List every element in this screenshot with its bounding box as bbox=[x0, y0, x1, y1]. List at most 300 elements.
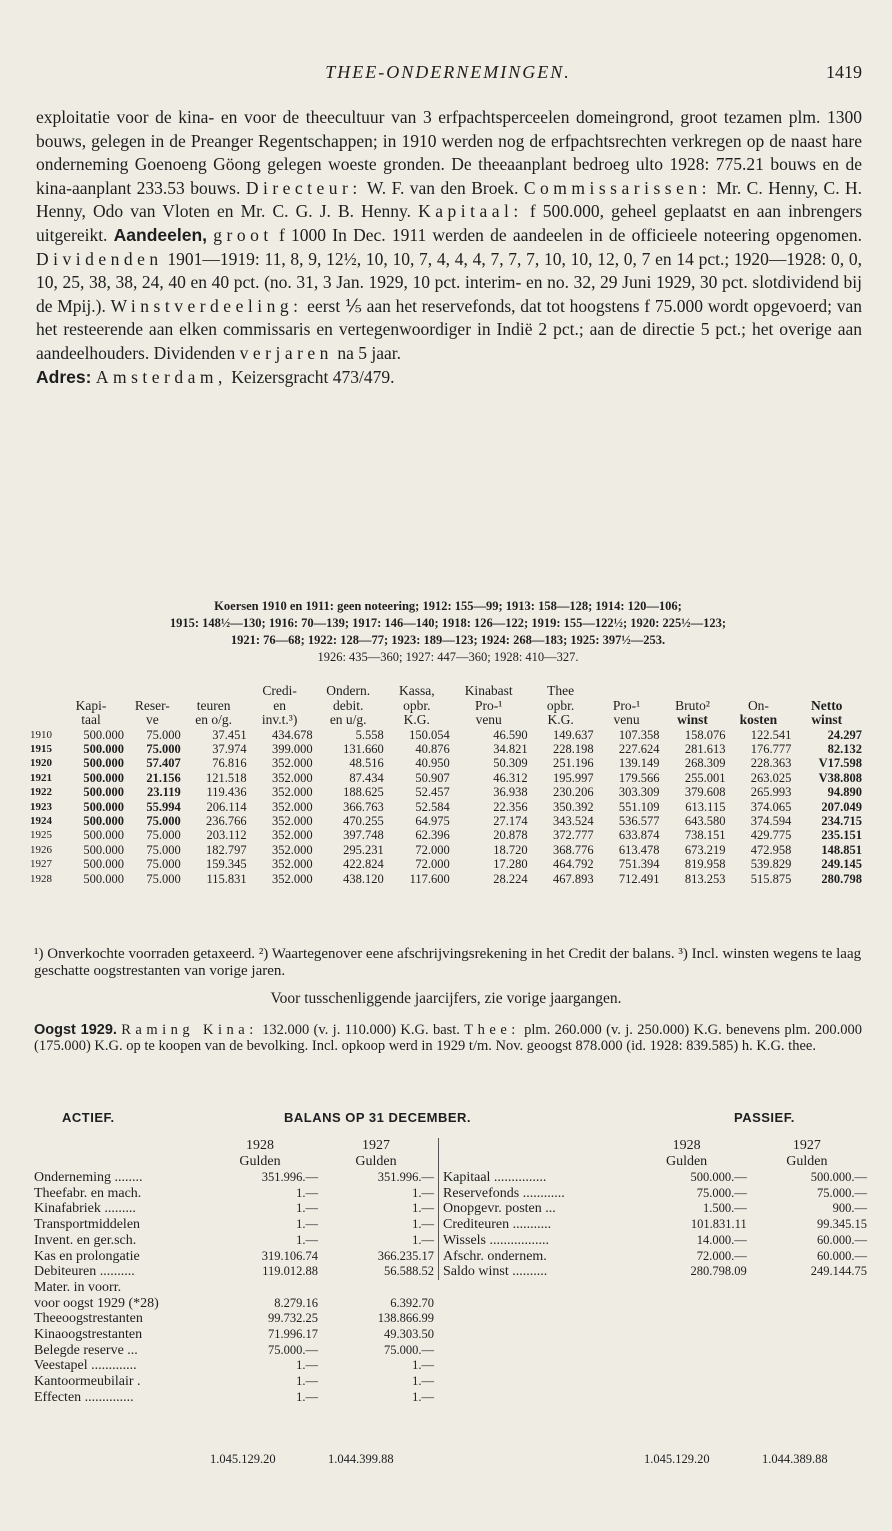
stats-header-cell: winst bbox=[677, 712, 708, 727]
verjaren-label: verjaren bbox=[239, 342, 333, 363]
value-cell: 94.890 bbox=[827, 785, 862, 800]
kapitaal-label: Kapitaal: bbox=[418, 201, 523, 222]
balance-item-value: 56.588.52 bbox=[384, 1264, 434, 1279]
balance-item-value: 280.798.09 bbox=[690, 1264, 747, 1279]
stats-header-cell: venu bbox=[613, 712, 640, 727]
balance-item-value: 1.— bbox=[412, 1185, 434, 1200]
adres-label: Adres: bbox=[36, 366, 92, 387]
stats-header-cell: Credi- bbox=[262, 683, 297, 698]
value-cell: 613.478 bbox=[618, 842, 660, 857]
year-1927: 1927 bbox=[362, 1138, 390, 1153]
balance-item-value: 319.106.74 bbox=[261, 1248, 318, 1263]
value-cell: 281.613 bbox=[684, 741, 726, 756]
balance-item-value: 14.000.— bbox=[696, 1232, 747, 1247]
balance-item-value: 75.000.— bbox=[817, 1185, 867, 1200]
table-row bbox=[30, 756, 862, 770]
koersen-block bbox=[32, 598, 864, 666]
year-1928: 1928 bbox=[246, 1138, 274, 1153]
value-cell: 372.777 bbox=[552, 828, 594, 843]
adres-city: Amsterdam, bbox=[95, 366, 227, 387]
value-cell: 352.000 bbox=[271, 756, 313, 771]
balance-item-value: 1.— bbox=[412, 1201, 434, 1216]
value-cell: 5.558 bbox=[355, 727, 384, 742]
value-cell: 500.000 bbox=[83, 813, 124, 828]
value-cell: 500.000 bbox=[83, 785, 124, 800]
stats-header-cell: venu bbox=[475, 712, 502, 727]
value-cell: 379.608 bbox=[684, 785, 726, 800]
year-cell: 1928 bbox=[30, 872, 52, 885]
value-cell: 352.000 bbox=[271, 871, 313, 886]
table-row bbox=[30, 872, 862, 886]
balance-item-label: Onopgevr. posten ... bbox=[443, 1201, 556, 1217]
footnote-2: ²) Waartegenover eene afschrijvingsrekening in het Credit der balans. bbox=[258, 946, 675, 962]
value-cell: 64.975 bbox=[415, 813, 450, 828]
balance-item-value: 249.144.75 bbox=[810, 1264, 867, 1279]
koersen-line: 1915: 148½—130; 1916: 70—139; 1917: 146—140; 1918: 126—122; 1919: 155—122½; 1920: 225½—123; bbox=[169, 616, 727, 630]
balance-item-value: 1.— bbox=[412, 1389, 434, 1404]
balance-item-value: 1.— bbox=[412, 1232, 434, 1247]
value-cell: 515.875 bbox=[750, 871, 792, 886]
value-cell: 72.000 bbox=[415, 842, 450, 857]
balance-item-value: 900.— bbox=[832, 1201, 867, 1216]
dividenden-text: 1901—1919: 11, 8, 9, 12½, 10, 10, 7, 4, 4, 4, 7, 7, 7, 10, 10, 12, 0, 7 en 14 pct.; 1920—1928: 0, 0, 10, 25, 38, 38, 24, 40 en 40 pct. (no. 31, 3 Jan. 1929, 10 pct. interim- en no. 32, 29 Juni 1929, 30 pct. slotdividend bij de Mpij.). bbox=[36, 248, 862, 316]
table-row bbox=[30, 742, 862, 756]
balance-item-label: Crediteuren ........... bbox=[443, 1217, 552, 1233]
value-cell: 350.392 bbox=[552, 799, 594, 814]
value-cell: 536.577 bbox=[618, 813, 660, 828]
value-cell: 75.000 bbox=[146, 741, 181, 756]
value-cell: 75.000 bbox=[146, 857, 181, 872]
value-cell: 119.436 bbox=[206, 785, 247, 800]
balance-item-value: 1.— bbox=[412, 1374, 434, 1389]
value-cell: 52.584 bbox=[415, 799, 450, 814]
oogst-label: Oogst 1929. bbox=[34, 1022, 117, 1038]
table-row bbox=[30, 771, 862, 785]
table-row bbox=[34, 1249, 434, 1265]
table-row bbox=[34, 1280, 434, 1296]
year-cell: 1925 bbox=[30, 829, 52, 842]
value-cell: 429.775 bbox=[750, 828, 792, 843]
stats-header-cell: en o/g. bbox=[195, 712, 233, 727]
balance-item-label: Saldo winst .......... bbox=[443, 1264, 548, 1280]
value-cell: 176.777 bbox=[750, 741, 792, 756]
stats-header-cell: ve bbox=[145, 712, 159, 727]
value-cell: 712.491 bbox=[618, 871, 660, 886]
stats-header-cell bbox=[181, 684, 247, 699]
value-cell: 539.829 bbox=[750, 857, 792, 872]
stats-header-cell bbox=[58, 684, 124, 699]
balance-item-value: 60.000.— bbox=[817, 1248, 867, 1263]
balance-item-value bbox=[318, 1280, 434, 1296]
balance-item-value: 1.— bbox=[296, 1232, 318, 1247]
value-cell: 55.994 bbox=[146, 799, 181, 814]
table-row bbox=[34, 1358, 434, 1374]
harvest-paragraph bbox=[34, 1022, 862, 1055]
table-row bbox=[443, 1217, 867, 1233]
value-cell: 374.594 bbox=[750, 813, 792, 828]
koersen-line: 1921: 76—68; 1922: 128—77; 1923: 189—123; 1924: 268—183; 1925: 397½—253. bbox=[230, 633, 666, 647]
value-cell: 613.115 bbox=[685, 799, 726, 814]
value-cell: 673.219 bbox=[684, 842, 726, 857]
balance-item-label: voor oogst 1929 (*28) bbox=[34, 1295, 159, 1311]
table-row bbox=[443, 1233, 867, 1249]
raming-text: 132.000 (v. j. 110.000) K.G. bast. bbox=[262, 1022, 460, 1038]
balance-item-value: 101.831.11 bbox=[690, 1217, 747, 1232]
table-row bbox=[34, 1201, 434, 1217]
value-cell: 438.120 bbox=[343, 871, 384, 886]
balance-item-label: Kantoormeubilair . bbox=[34, 1374, 141, 1390]
stats-header-cell: Netto bbox=[810, 697, 843, 713]
value-cell: 228.198 bbox=[552, 741, 594, 756]
year-cell: 1922 bbox=[30, 786, 52, 799]
balance-item-value: 351.996.— bbox=[261, 1170, 318, 1184]
value-cell: 263.025 bbox=[750, 770, 792, 785]
year-cell: 1923 bbox=[30, 800, 52, 813]
value-cell: 22.356 bbox=[493, 799, 528, 814]
value-cell: 115.831 bbox=[206, 871, 247, 886]
passief-side bbox=[438, 1138, 867, 1280]
balance-item-value: 75.000.— bbox=[268, 1342, 318, 1357]
balance-item-label: Theefabr. en mach. bbox=[34, 1185, 142, 1201]
value-cell: 366.763 bbox=[343, 799, 384, 814]
value-cell: 188.625 bbox=[343, 785, 384, 800]
footnote-3: ³) Incl. winsten wegens te laag geschatte oogstrestanten van vorige jaren. bbox=[34, 946, 862, 979]
value-cell: 434.678 bbox=[271, 727, 313, 742]
stats-header-cell bbox=[594, 684, 660, 699]
value-cell: 121.518 bbox=[206, 770, 247, 785]
value-cell: 500.000 bbox=[83, 770, 124, 785]
table-row bbox=[30, 814, 862, 828]
value-cell: 40.950 bbox=[415, 756, 450, 771]
value-cell: 62.396 bbox=[415, 828, 450, 843]
year-cell: 1915 bbox=[30, 742, 52, 755]
table-row bbox=[30, 800, 862, 814]
value-cell: 75.000 bbox=[146, 828, 181, 843]
value-cell: 50.907 bbox=[415, 770, 450, 785]
year-cell: 1910 bbox=[30, 728, 52, 741]
balance-item-value: 138.866.99 bbox=[377, 1311, 434, 1326]
value-cell: V17.598 bbox=[818, 756, 862, 771]
value-cell: 227.624 bbox=[618, 741, 660, 756]
value-cell: 500.000 bbox=[83, 756, 124, 771]
table-row bbox=[30, 843, 862, 857]
value-cell: 352.000 bbox=[271, 813, 313, 828]
value-cell: 48.516 bbox=[349, 756, 384, 771]
value-cell: 643.580 bbox=[684, 813, 726, 828]
balance-item-value: 1.— bbox=[296, 1389, 318, 1404]
value-cell: 182.797 bbox=[206, 842, 247, 857]
value-cell: 122.541 bbox=[750, 727, 792, 742]
company-description bbox=[36, 106, 862, 389]
balance-item-value: 8.279.16 bbox=[274, 1295, 318, 1310]
value-cell: 352.000 bbox=[271, 842, 313, 857]
value-cell: 399.000 bbox=[271, 741, 313, 756]
winstverdeeling-label: Winstverdeeling: bbox=[110, 295, 303, 316]
value-cell: 179.566 bbox=[618, 770, 660, 785]
value-cell: 352.000 bbox=[271, 785, 313, 800]
value-cell: 265.993 bbox=[750, 785, 792, 800]
stats-header-cell: K.G. bbox=[403, 712, 430, 727]
table-row bbox=[34, 1390, 434, 1406]
balance-sheet bbox=[34, 1110, 867, 1482]
balance-item-value: 99.345.15 bbox=[817, 1217, 867, 1232]
year-cell: 1924 bbox=[30, 814, 52, 827]
balance-item-value: 119.012.88 bbox=[262, 1264, 318, 1279]
value-cell: 87.434 bbox=[349, 770, 384, 785]
table-row bbox=[34, 1343, 434, 1359]
value-cell: 72.000 bbox=[415, 857, 450, 872]
value-cell: 819.958 bbox=[684, 857, 726, 872]
value-cell: 158.076 bbox=[684, 727, 726, 742]
balance-item-value: 1.— bbox=[296, 1358, 318, 1373]
stats-header-cell: inv.t.³) bbox=[261, 712, 298, 727]
balance-item-label: Wissels ................. bbox=[443, 1232, 549, 1248]
stats-header-cell: teuren bbox=[196, 697, 231, 713]
address-line bbox=[36, 366, 862, 390]
see-previous-note: Voor tusschenliggende jaarcijfers, zie vorige jaargangen. bbox=[270, 990, 622, 1007]
stats-header-cell bbox=[30, 684, 58, 699]
value-cell: 751.394 bbox=[618, 857, 660, 872]
value-cell: 23.119 bbox=[147, 785, 181, 800]
value-cell: 207.049 bbox=[821, 799, 862, 814]
adres-street: Keizersgracht 473/479. bbox=[231, 366, 395, 387]
balance-item-value: 1.— bbox=[412, 1217, 434, 1232]
thee-label: Thee: bbox=[464, 1022, 520, 1038]
value-cell: 813.253 bbox=[684, 871, 726, 886]
value-cell: 206.114 bbox=[206, 799, 247, 814]
value-cell: 464.792 bbox=[552, 857, 594, 872]
aandeelen-text: f 1000 In Dec. 1911 werden de aandeelen in de officieele noteering opgenomen. bbox=[278, 224, 862, 245]
value-cell: 255.001 bbox=[684, 770, 726, 785]
value-cell: 148.851 bbox=[821, 842, 862, 857]
balance-item-label: Mater. in voorr. bbox=[34, 1279, 122, 1295]
value-cell: 195.997 bbox=[552, 770, 594, 785]
exploitation-text: exploitatie voor de kina- en voor de theecultuur van 3 erfpachtsperceelen domeingrond, groot tezamen plm. 1300 bouws, gelegen in de Preanger Regentschappen; in 1910 werden nog de erfpachtsrechten verkregen op de naast hare onderneming Goenoeng Göong gelegen woeste gronden. De theeaanplant bedroeg ulto 1928: 775.21 bouws en de kina-aanplant 233.53 bouws. bbox=[36, 107, 862, 198]
value-cell: 236.766 bbox=[206, 813, 247, 828]
value-cell: 46.312 bbox=[493, 770, 528, 785]
footnotes bbox=[34, 946, 862, 979]
value-cell: 228.363 bbox=[750, 756, 792, 771]
balance-item-value: 6.392.70 bbox=[390, 1295, 434, 1310]
table-row bbox=[443, 1186, 867, 1202]
balance-item-value: 1.— bbox=[296, 1201, 318, 1216]
stats-header-cell bbox=[791, 684, 862, 699]
value-cell: 551.109 bbox=[618, 799, 660, 814]
stats-header-cell: Reser- bbox=[134, 697, 170, 713]
value-cell: 36.938 bbox=[493, 785, 528, 800]
value-cell: 18.720 bbox=[493, 842, 528, 857]
balance-item-label: Transportmiddelen bbox=[34, 1217, 141, 1233]
value-cell: 50.309 bbox=[493, 756, 528, 771]
stats-header-cell: en u/g. bbox=[329, 712, 367, 727]
table-row bbox=[34, 1170, 434, 1186]
stats-header-cell bbox=[30, 699, 58, 714]
value-cell: 268.309 bbox=[684, 756, 726, 771]
value-cell: 352.000 bbox=[271, 799, 313, 814]
value-cell: 149.637 bbox=[552, 727, 594, 742]
value-cell: 57.407 bbox=[146, 756, 181, 771]
value-cell: 500.000 bbox=[83, 828, 124, 843]
table-row bbox=[443, 1264, 867, 1280]
winstverdeeling-text: eerst ⅕ aan het reservefonds, dat tot hoogstens f 75.000 wordt opgevoerd; van het resteerende aan elken commissaris en vertegenwoordiger in Indië 2 pct.; aan de directie 5 pct.; het overige aan aandeelhouders. Dividenden bbox=[36, 295, 863, 363]
directeur-text: W. F. van den Broek. bbox=[366, 177, 519, 198]
value-cell: 150.054 bbox=[409, 727, 450, 742]
value-cell: 40.876 bbox=[415, 741, 450, 756]
value-cell: 303.309 bbox=[618, 785, 660, 800]
table-row bbox=[34, 1186, 434, 1202]
stats-header-cell: Kinabast bbox=[464, 683, 513, 698]
value-cell: 37.974 bbox=[212, 741, 247, 756]
value-cell: 46.590 bbox=[493, 727, 528, 742]
value-cell: 249.145 bbox=[821, 857, 862, 872]
value-cell: 500.000 bbox=[83, 857, 124, 872]
balance-item-value: 366.235.17 bbox=[377, 1248, 434, 1263]
value-cell: V38.808 bbox=[818, 770, 862, 785]
stats-header-cell: en bbox=[273, 697, 286, 713]
value-cell: 472.958 bbox=[750, 842, 792, 857]
page-header bbox=[34, 62, 862, 88]
value-cell: 352.000 bbox=[271, 770, 313, 785]
value-cell: 52.457 bbox=[415, 785, 450, 800]
stats-header-cell: Kapi- bbox=[75, 697, 107, 713]
table-row bbox=[30, 728, 862, 742]
year-cell: 1927 bbox=[30, 858, 52, 871]
value-cell: 139.149 bbox=[618, 756, 660, 771]
balance-item-label: Kinafabriek ......... bbox=[34, 1201, 136, 1217]
aandeelen-label: Aandeelen, bbox=[113, 224, 208, 245]
value-cell: 21.156 bbox=[146, 770, 181, 785]
actief-side bbox=[34, 1138, 434, 1406]
currency-label: Gulden bbox=[239, 1154, 281, 1169]
stats-header-cell: Bruto² bbox=[675, 697, 710, 713]
table-row bbox=[34, 1296, 434, 1312]
balance-item-label: Belegde reserve ... bbox=[34, 1342, 138, 1358]
directeur-label: Directeur: bbox=[245, 177, 362, 198]
balance-item-value: 49.303.50 bbox=[384, 1327, 434, 1342]
balance-item-label: Onderneming ........ bbox=[34, 1170, 143, 1185]
total-passief-1927: 1.044.389.88 bbox=[762, 1452, 828, 1466]
balance-item-value: 500.000.— bbox=[810, 1170, 867, 1184]
table-row bbox=[34, 1217, 434, 1233]
value-cell: 352.000 bbox=[271, 828, 313, 843]
currency-label: Gulden bbox=[786, 1154, 828, 1169]
value-cell: 203.112 bbox=[206, 828, 247, 843]
value-cell: 368.776 bbox=[552, 842, 594, 857]
thee-text: plm. 260.000 (v. j. 250.000) K.G. benevens plm. 200.000 (175.000) K.G. op te koopen van de bevolking. Incl. opkoop werd in 1929 t/m. Nov. geoogst 878.000 (id. 1928: 839.585) h. K.G. thee. bbox=[34, 1022, 862, 1055]
value-cell: 27.174 bbox=[493, 813, 528, 828]
balance-item-value: 500.000.— bbox=[690, 1170, 747, 1184]
value-cell: 75.000 bbox=[146, 842, 181, 857]
table-row bbox=[34, 1233, 434, 1249]
value-cell: 20.878 bbox=[493, 828, 528, 843]
stats-header-cell: kosten bbox=[739, 712, 778, 727]
stats-header-cell: opbr. bbox=[403, 697, 431, 713]
description-paragraph bbox=[36, 106, 862, 366]
stats-header-cell: debit. bbox=[333, 697, 364, 713]
table-row bbox=[30, 857, 862, 871]
value-cell: 75.000 bbox=[146, 871, 181, 886]
value-cell: 17.280 bbox=[493, 857, 528, 872]
stats-header-cell: winst bbox=[811, 712, 843, 727]
stats-header-cell: Pro-¹ bbox=[475, 697, 503, 713]
total-actief-1928: 1.045.129.20 bbox=[210, 1452, 276, 1466]
total-actief-1927: 1.044.399.88 bbox=[328, 1452, 394, 1466]
value-cell: 235.151 bbox=[821, 828, 862, 843]
balance-item-value: 1.— bbox=[296, 1217, 318, 1232]
year-cell: 1920 bbox=[30, 757, 52, 770]
footnote-1: ¹) Onverkochte voorraden getaxeerd. bbox=[34, 946, 256, 962]
value-cell: 295.231 bbox=[343, 842, 384, 857]
value-cell: 37.451 bbox=[212, 727, 247, 742]
value-cell: 352.000 bbox=[271, 857, 313, 872]
kapitaal-text: f 500.000, geheel geplaatst en aan inbrengers uitgereikt. bbox=[36, 201, 863, 245]
passief-title: PASSIEF. bbox=[734, 1110, 795, 1125]
value-cell: 117.600 bbox=[409, 871, 450, 886]
value-cell: 230.206 bbox=[552, 785, 594, 800]
balance-item-value: 71.996.17 bbox=[268, 1327, 318, 1342]
value-cell: 234.715 bbox=[821, 813, 862, 828]
balance-item-value: 99.732.25 bbox=[268, 1311, 318, 1326]
table-row bbox=[34, 1374, 434, 1390]
stats-header-cell: Pro-¹ bbox=[612, 697, 641, 713]
value-cell: 24.297 bbox=[827, 727, 862, 742]
year-cell: 1926 bbox=[30, 843, 52, 856]
value-cell: 470.255 bbox=[343, 813, 384, 828]
stats-header-cell: taal bbox=[81, 712, 101, 727]
value-cell: 500.000 bbox=[83, 842, 124, 857]
table-row bbox=[443, 1249, 867, 1265]
value-cell: 397.748 bbox=[343, 828, 384, 843]
balance-item-value: 75.000.— bbox=[384, 1342, 434, 1357]
stats-header-cell bbox=[725, 684, 791, 699]
table-row bbox=[34, 1311, 434, 1327]
currency-label: Gulden bbox=[665, 1154, 708, 1169]
value-cell: 500.000 bbox=[83, 871, 124, 886]
year-1927: 1927 bbox=[792, 1138, 821, 1153]
balans-title: BALANS OP 31 DECEMBER. bbox=[284, 1110, 472, 1125]
koersen-line: 1926: 435—360; 1927: 447—360; 1928: 410—327. bbox=[317, 650, 579, 664]
balance-item-label: Reservefonds ............ bbox=[443, 1185, 565, 1201]
stats-header-cell: K.G. bbox=[547, 712, 574, 727]
value-cell: 343.524 bbox=[552, 813, 594, 828]
stats-header-cell bbox=[660, 684, 726, 699]
balance-item-label: Afschr. ondernem. bbox=[443, 1248, 547, 1264]
commissarissen-label: Commissarissen: bbox=[523, 177, 711, 198]
stats-header-cell bbox=[124, 684, 181, 699]
value-cell: 75.000 bbox=[146, 813, 181, 828]
balance-item-value: 1.— bbox=[296, 1185, 318, 1200]
running-title: THEE-ONDERNEMINGEN. bbox=[325, 62, 571, 82]
table-row bbox=[443, 1201, 867, 1217]
aandeelen-groot: groot bbox=[213, 224, 273, 245]
value-cell: 251.196 bbox=[552, 756, 594, 771]
balance-item-label: Veestapel ............. bbox=[34, 1358, 137, 1374]
value-cell: 738.151 bbox=[684, 828, 726, 843]
value-cell: 280.798 bbox=[821, 871, 862, 886]
balance-item-value: 60.000.— bbox=[817, 1232, 867, 1247]
table-row bbox=[34, 1327, 434, 1343]
table-row bbox=[30, 828, 862, 842]
balance-item-label: Invent. en ger.sch. bbox=[34, 1232, 137, 1248]
page-number: 1419 bbox=[826, 62, 862, 82]
table-row bbox=[34, 1264, 434, 1280]
year-1928: 1928 bbox=[672, 1138, 701, 1153]
balance-item-label: Kapitaal ............... bbox=[443, 1170, 547, 1185]
value-cell: 76.816 bbox=[212, 756, 247, 771]
balance-item-value: 351.996.— bbox=[377, 1170, 434, 1184]
stats-header-cell: Ondern. bbox=[326, 683, 371, 698]
value-cell: 82.132 bbox=[827, 741, 862, 756]
